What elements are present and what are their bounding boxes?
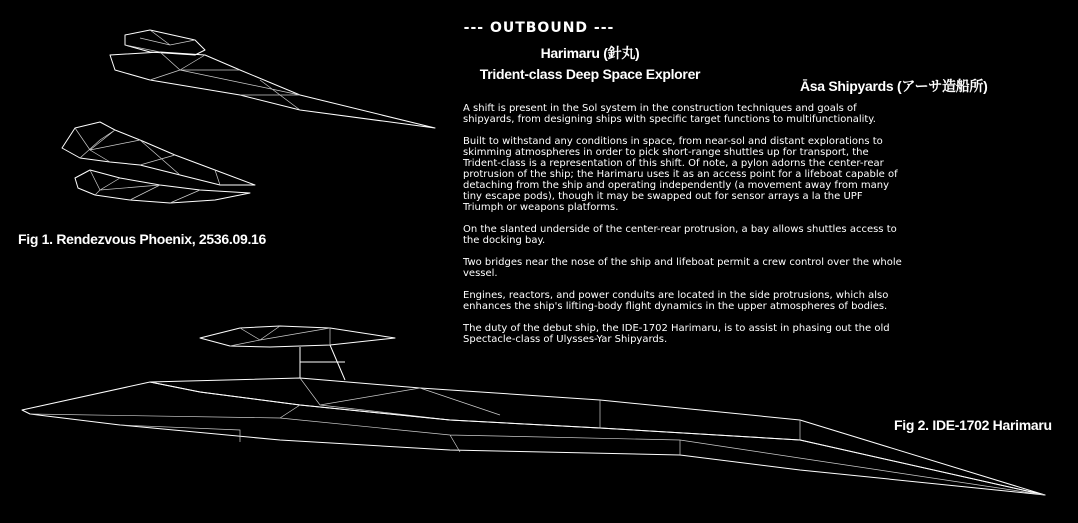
fig2-caption: Fig 2. IDE-1702 Harimaru [894,417,1052,433]
paragraph: Engines, reactors, and power conduits are located in the side protrusions, which also enhances the ship's lifting-body flight dynamics in the upper atmospheres of bodies. [463,290,889,312]
shipyard-name: Āsa Shipyards (アーサ造船所) [800,78,988,94]
paragraph: The duty of the debut ship, the IDE-1702 Harimaru, is to assist in phasing out the old Spectacle-class of Ulysses-Yar Shipyards. [463,323,890,345]
paragraph: Built to withstand any conditions in space, from near-sol and distant explorations to skimming atmospheres in order to pick short-range shuttles up for transport, the Trident-class is a representation of this shift. Of note, a pylon adorns the center-rear protrusion of the ship; the Harimaru uses it as an access point for a lifeboat capable of detaching from the ship and operating independently (a movement away from many tiny escape pods), though it may be swapped out for sensor arrays a la the UPF Triumph or weapons platforms. [463,136,898,213]
ship-name: Harimaru (針丸) [540,45,640,61]
ship-class: Trident-class Deep Space Explorer [479,66,701,82]
fig1-ship-side-view [110,30,435,128]
fig1-caption: Fig 1. Rendezvous Phoenix, 2536.09.16 [18,231,267,247]
fig1-ship-bottom-view [75,170,250,203]
paragraph: Two bridges near the nose of the ship and lifeboat permit a crew control over the whole vessel. [463,257,902,279]
description-text [463,103,903,356]
paragraph: On the slanted underside of the center-rear protrusion, a bay allows shuttles access to the docking bay. [463,224,897,246]
fig1-ship-top-view [62,122,255,185]
paragraph: A shift is present in the Sol system in the construction techniques and goals of shipyards, from designing ships with specific target functions to multifunctionality. [463,103,876,125]
page-header: --- OUTBOUND --- [463,20,615,36]
